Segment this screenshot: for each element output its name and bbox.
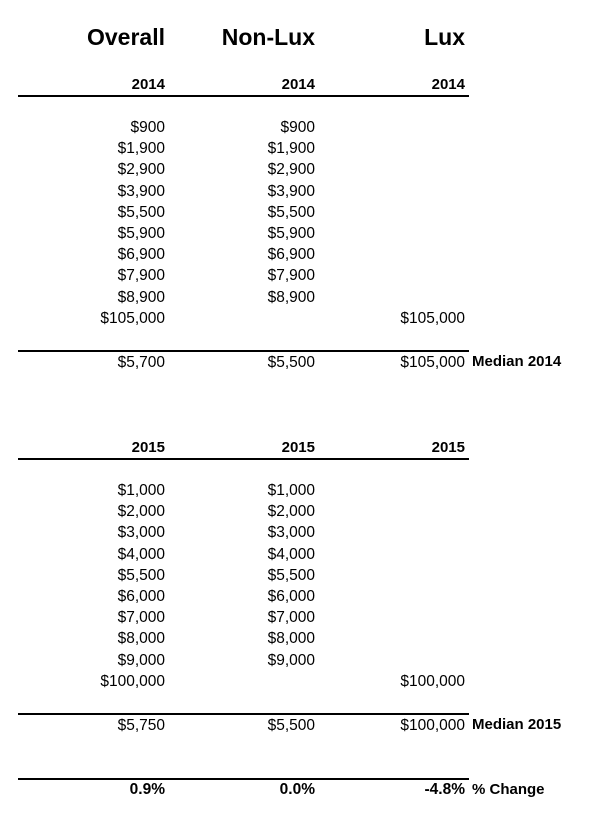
value-cell: $2,900 xyxy=(117,161,165,179)
value-cell: $4,000 xyxy=(267,545,315,563)
median-2014-overall: $5,700 xyxy=(117,354,165,371)
value-cell xyxy=(305,586,465,607)
value-cell xyxy=(305,501,465,522)
rule-2015-top xyxy=(18,458,469,460)
value-cell: $9,000 xyxy=(267,651,315,669)
value-cell: $5,900 xyxy=(267,225,315,243)
year-2014-overall: 2014 xyxy=(131,76,165,93)
value-cell xyxy=(305,480,465,501)
value-cell: $8,000 xyxy=(117,630,165,648)
value-cell: $6,900 xyxy=(267,246,315,264)
value-cell: $9,000 xyxy=(117,651,165,669)
value-cell: $3,000 xyxy=(117,524,165,542)
value-cell: $6,000 xyxy=(267,588,315,606)
value-cell: $900 xyxy=(280,119,315,136)
value-cell: $100,000 xyxy=(100,672,165,690)
value-cell xyxy=(305,287,465,308)
value-cell: $3,900 xyxy=(117,182,165,200)
rule-2014-top xyxy=(18,95,469,97)
value-cell: $100,000 xyxy=(400,672,465,690)
values-2014-overall xyxy=(5,117,165,329)
median-2014-label: Median 2014 xyxy=(472,353,562,370)
value-cell: $5,500 xyxy=(267,203,315,221)
value-cell: $6,000 xyxy=(117,588,165,606)
value-cell: $105,000 xyxy=(400,309,465,327)
value-cell: $3,000 xyxy=(267,524,315,542)
value-cell: $2,000 xyxy=(267,503,315,521)
change-lux: -4.8% xyxy=(424,781,465,798)
value-cell xyxy=(155,308,315,329)
value-cell xyxy=(305,117,465,138)
value-cell xyxy=(305,607,465,628)
value-cell: $900 xyxy=(130,119,165,136)
median-2015-label: Median 2015 xyxy=(472,716,562,733)
value-cell: $7,900 xyxy=(117,267,165,285)
value-cell xyxy=(305,522,465,543)
value-cell: $2,000 xyxy=(117,503,165,521)
year-2014-lux: 2014 xyxy=(431,76,465,93)
value-cell: $105,000 xyxy=(100,309,165,327)
year-2015-lux: 2015 xyxy=(431,439,465,456)
rule-change xyxy=(18,778,469,780)
value-cell: $1,900 xyxy=(267,140,315,158)
year-2015-nonlux: 2015 xyxy=(281,439,315,456)
change-overall: 0.9% xyxy=(129,781,165,798)
value-cell: $4,000 xyxy=(117,545,165,563)
value-cell: $8,000 xyxy=(267,630,315,648)
values-2014-lux xyxy=(305,117,465,329)
values-2014-nonlux xyxy=(155,117,315,329)
value-cell xyxy=(305,628,465,649)
values-2015-nonlux xyxy=(155,480,315,692)
value-cell: $7,000 xyxy=(117,609,165,627)
value-cell: $5,900 xyxy=(117,225,165,243)
median-2015-nonlux: $5,500 xyxy=(267,717,315,734)
value-cell: $8,900 xyxy=(117,288,165,306)
value-cell: $8,900 xyxy=(267,288,315,306)
value-cell: $3,900 xyxy=(267,182,315,200)
value-cell: $7,000 xyxy=(267,609,315,627)
value-cell xyxy=(305,138,465,159)
year-2014-nonlux: 2014 xyxy=(281,76,315,93)
median-2014-lux: $105,000 xyxy=(400,354,465,371)
value-cell: $5,500 xyxy=(117,566,165,584)
value-cell: $6,900 xyxy=(117,246,165,264)
header-lux: Lux xyxy=(424,24,465,50)
value-cell: $1,000 xyxy=(117,482,165,499)
header-nonlux: Non-Lux xyxy=(221,24,315,50)
values-2014 xyxy=(0,117,600,332)
value-cell: $1,000 xyxy=(267,482,315,499)
value-cell xyxy=(305,244,465,265)
value-cell xyxy=(305,650,465,671)
value-cell: $7,900 xyxy=(267,267,315,285)
header-overall: Overall xyxy=(87,24,165,50)
median-2015-lux: $100,000 xyxy=(400,717,465,734)
value-cell: $1,900 xyxy=(117,140,165,158)
value-cell: $5,500 xyxy=(117,203,165,221)
value-cell xyxy=(305,265,465,286)
values-2015-overall xyxy=(5,480,165,692)
median-2014-nonlux: $5,500 xyxy=(267,354,315,371)
value-cell: $2,900 xyxy=(267,161,315,179)
change-label: % Change xyxy=(472,781,545,798)
values-2015-lux xyxy=(305,480,465,692)
values-2015 xyxy=(0,480,600,695)
change-nonlux: 0.0% xyxy=(279,781,315,798)
value-cell: $5,500 xyxy=(267,566,315,584)
value-cell xyxy=(305,544,465,565)
value-cell xyxy=(305,202,465,223)
value-cell xyxy=(305,181,465,202)
year-2015-overall: 2015 xyxy=(131,439,165,456)
value-cell xyxy=(155,671,315,692)
value-cell xyxy=(305,159,465,180)
median-2015-overall: $5,750 xyxy=(117,717,165,734)
value-cell xyxy=(305,223,465,244)
value-cell xyxy=(305,565,465,586)
